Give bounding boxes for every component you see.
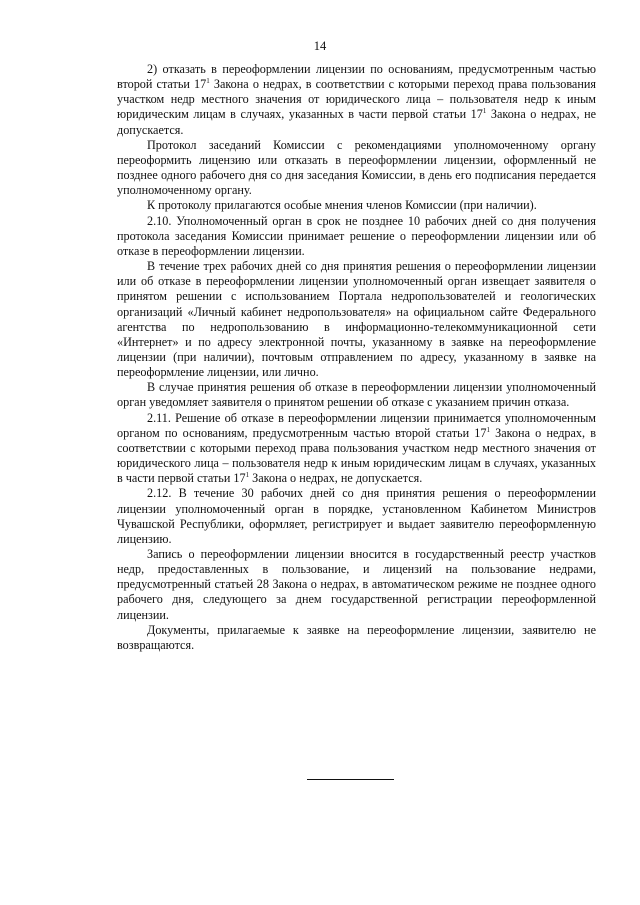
paragraph-refusal-notice: В случае принятия решения об отказе в переоформлении лицензии уполномоченный орган уведомляет заявителя о принятом решении об отказе с указанием причин отказа. (117, 380, 596, 410)
text-run: 2.11. Решение об отказе в переоформлении лицензии принимается уполномоченным органом по основаниям, предусмотренным частью второй статьи 17 (117, 410, 596, 440)
text-run: Закона о недрах, не допускается. (249, 471, 423, 486)
superscript: 1 (486, 425, 490, 434)
text-run: Закона о недрах, в соответствии с которыми переход права пользования участком недр местного значения от юридического лица – пользователя недр к иным юридическим лицам в случаях, указанных в части первой статьи 17 (117, 425, 596, 486)
text-run: Закона о недрах, в соответствии с которыми переход права пользования участком недр местного значения от юридического лица – пользователя недр к иным юридическим лицам в случаях, указанных в части первой статьи 17 (117, 77, 596, 122)
paragraph-registry-entry: Запись о переоформлении лицензии вносится в государственный реестр участков недр, предоставленных в пользование, и лицензий на пользование недрами, предусмотренный статьей 28 Закона о недрах, в автоматическом режиме не позднее одного рабочего дня, следующего за днем государственной регистрации переоформленной лицензии. (117, 547, 596, 622)
paragraph-notification: В течение трех рабочих дней со дня принятия решения о переоформлении лицензии или об отказе в переоформлении лицензии уполномоченный орган извещает заявителя о принятом решении с использованием Портала недропользователей и геологических организаций «Личный кабинет недропользователя» на официальном сайте Федерального агентства по недропользованию в информационно-телекоммуникационной сети «Интернет» и по адресу электронной почты, указанному в заявке на переоформление лицензии (при наличии), почтовым отправлением по адресу, указанному в заявке на переоформление лицензии, или лично. (117, 259, 596, 380)
paragraph-dissenting-opinions: К протоколу прилагаются особые мнения членов Комиссии (при наличии). (147, 198, 537, 213)
superscript: 1 (206, 77, 210, 86)
page-number: 14 (313, 39, 327, 53)
document-body (117, 62, 596, 653)
paragraph-2-10: 2.10. Уполномоченный орган в срок не позднее 10 рабочих дней со дня получения протокола заседания Комиссии принимает решение о переоформлении лицензии или об отказе в переоформлении лицензии. (117, 213, 596, 258)
superscript: 1 (245, 471, 250, 480)
paragraph-2-12: 2.12. В течение 30 рабочих дней со дня принятия решения о переоформлении лицензии уполномоченный орган в порядке, установленном Кабинетом Министров Чувашской Республики, оформляет, регистрирует и выдает заявителю переоформленную лицензию. (117, 486, 596, 546)
paragraph-refusal-grounds (117, 62, 596, 138)
text-run: Закона о недрах, не допускается. (117, 107, 596, 137)
superscript: 1 (482, 107, 487, 116)
paragraph-documents-not-returned: Документы, прилагаемые к заявке на переоформление лицензии, заявителю не возвращаются. (117, 622, 596, 652)
text-run: 2) отказать в переоформлении лицензии по основаниям, предусмотренным частью второй статьи 17 (117, 62, 596, 92)
paragraph-2-11 (117, 411, 596, 487)
end-of-document-rule (307, 779, 394, 780)
paragraph-protocol: Протокол заседаний Комиссии с рекомендациями уполномоченному органу переоформить лицензию или отказать в переоформлении лицензии, оформленный не позднее одного рабочего дня со дня заседания Комиссии, в день его подписания передается уполномоченному органу. (117, 137, 596, 198)
